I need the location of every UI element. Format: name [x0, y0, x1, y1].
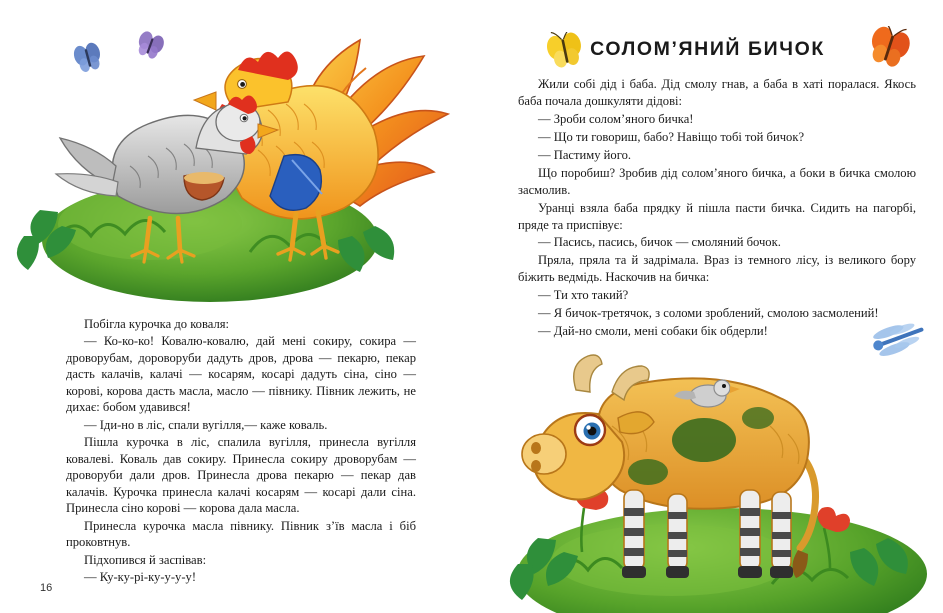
paragraph: — Зроби солом’яного бичка! — [538, 111, 694, 126]
paragraph: — Ти хто такий? — [538, 288, 629, 303]
paragraph: — Ко-ко-ко! Ковалю-ковалю, дай мені сокиру, сокира — дроворубам, дороворуби дадуть дров, дрова — пекарю, пекар дасть калачів, калачі — косарям, косарі дадуть сіна, сіно — корові, корова дасть масла, масло — півнику. Півник лежить, не дихає: бобом удавився! — [66, 334, 416, 415]
butterfly-orange-icon — [867, 26, 911, 75]
paragraph: — Ку-ку-рі-ку-у-у-у! — [84, 570, 197, 585]
paragraph: Уранці взяла баба прядку й пішла пасти бичка. Сидить на пагорбі, пряде та приспівує: — [518, 200, 916, 232]
hen-and-rooster-blacksmith-illustration — [0, 0, 472, 318]
paragraph: Пряла, пряла та й задрімала. Враз із темного лісу, із великого бору біжить ведмідь. Наскочив на бичка: — [518, 253, 916, 285]
paragraph: Жили собі дід і баба. Дід смолу гнав, а баба в хаті поралася. Якось баба почала дошкуляти дідові: — [518, 77, 916, 108]
dragonfly-icon — [869, 322, 928, 360]
left-page-body-text — [66, 316, 416, 587]
paragraph: — Дай-но смоли, мені собаки бік обдерли! — [538, 324, 768, 339]
story-title-row — [472, 26, 943, 70]
page-title: СОЛОМ’ЯНИЙ БИЧОК — [590, 38, 825, 60]
paragraph: Побігла курочка до коваля: — [84, 317, 230, 331]
paragraph: Принесла курочка масла півнику. Півник з’їв масла і біб проковтнув. — [66, 518, 416, 550]
butterfly-violet-icon — [134, 30, 166, 61]
paragraph: Пішла курочка в ліс, спалила вугілля, принесла вугілля ковалеві. Коваль дав сокиру. Принесла сокиру дроворубам — дроворуби дали дров. Принесла дрова пекарю — пекар дав калачів. Курочка принесла калачі косарям — косарі дали сіна. Принесла сіно корові — корова дала масла. — [66, 435, 416, 516]
right-page-body-text — [518, 76, 916, 341]
paragraph: Підхопився й заспівав: — [84, 552, 207, 567]
paragraph: — Я бичок-третячок, з соломи зроблений, смолою засмолений! — [538, 306, 879, 321]
paragraph: — Пастиму його. — [538, 147, 632, 162]
paragraph: — Пасись, пасись, бичок — смоляний бочок. — [538, 235, 781, 250]
paragraph: — Іди-но в ліс, спали вугілля,— каже коваль. — [84, 417, 328, 432]
page-number: 16 — [40, 582, 53, 594]
paragraph: Що поробиш? Зробив дід солом’яного бичка, а боки в бичка смолою засмолив. — [518, 165, 916, 197]
butterfly-blue-icon — [72, 41, 104, 74]
paragraph: — Що ти говориш, бабо? Навіщо тобі той бичок? — [538, 129, 805, 144]
straw-bull-illustration — [472, 322, 943, 613]
right-page — [472, 0, 943, 613]
